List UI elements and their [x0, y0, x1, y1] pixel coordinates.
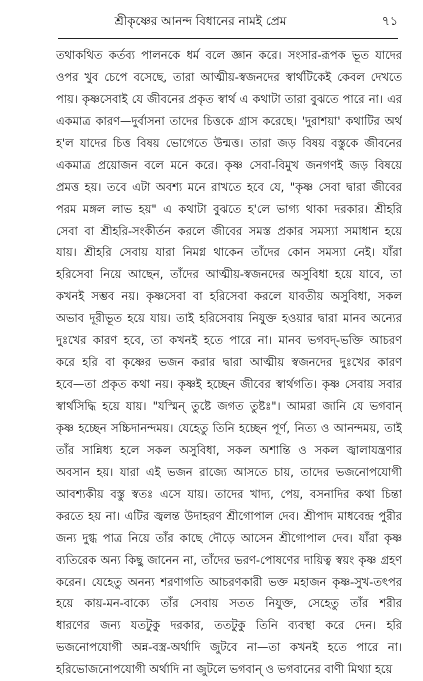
text-line: সেবা বা শ্রীহরি-সংকীর্তন করলে জীবের সমস্ত প্রকার সমস্যা সমাধান হয়ে [56, 223, 402, 238]
text-line: প্রমত্ত হয়। তবে এটা অবশ্য মনে রাখতে হবে যে, "কৃষ্ণ সেবা দ্বারা জীবের [56, 179, 402, 194]
text-line: তথাকথিত কর্তব্য পালনকে ধর্ম বলে জ্ঞান করে। সংসার-রূপক ভূত যাদের [56, 48, 402, 62]
text-line: হবে—তা প্রকৃত কথা নয়। কৃষ্ণই হচ্ছেন জীবের স্বার্থগতি। কৃষ্ণ সেবায় সবার [56, 377, 402, 392]
text-line: দুঃখের কারণ হবে, তা কখনই হতে পারে না। মানব ভগবদ্-ভক্তি আচরণ [56, 333, 402, 348]
text-line: যায়। শ্রীহরি সেবায় যারা নিমগ্ন থাকেন তাঁদের কোন সমস্যা নেই। যাঁরা [56, 245, 402, 260]
page-number: ৭১ [381, 13, 398, 28]
text-line: একমাত্র প্রয়োজন বলে মনে করে। কৃষ্ণ সেবা-বিমুখ জনগণই জড় বিষয়ে [56, 157, 402, 172]
text-line: হরিভোজনোপযোগী অর্থাদি না জুটলে ভগবান্ ও ভগবানের বাণী মিথ্যা হয়ে [56, 662, 393, 677]
text-line: ব্যতিরেক অন্য কিছু জানেন না, তাঁদের ভরণ-পোষণের দায়িত্ব স্বয়ং কৃষ্ণ গ্রহণ [56, 552, 402, 567]
body-text [56, 45, 402, 681]
text-line: তাঁর সান্নিধ্য হলে সকল অসুবিধা, সকল অশান্তি ও সকল জ্বালাযন্ত্রণার [56, 442, 402, 457]
page-header [58, 12, 398, 34]
text-line: করেন। যেহেতু অনন্য শরণাগতি আচরণকারী ভক্ত মহাজন কৃষ্ণ-সুখ-তৎপর [56, 574, 402, 589]
text-line: কখনই সম্ভব নয়। কৃষ্ণসেবা বা হরিসেবা করলে যাবতীয় অসুবিধা, সকল [56, 289, 402, 304]
text-line: কৃষ্ণ হচ্ছেন সচ্চিদানন্দময়। যেহেতু তিনি হচ্ছেন পূর্ণ, নিত্য ও আনন্দময়, তাই [56, 420, 402, 435]
text-line: ধারণের জন্য যতটুকু দরকার, ততটুকু তিনি ব্যবস্থা করে দেন। হরি [56, 618, 402, 633]
text-line: হয়ে কায়-মন-বাক্যে তাঁর সেবায় সতত নিযুক্ত, সেহেতু তাঁর শরীর [56, 596, 402, 611]
text-line: করে হরি বা কৃষ্ণের ভজন করার দ্বারা আত্মীয় স্বজনদের দুঃখের কারণ [56, 355, 402, 370]
text-line: হ'ল যাদের চিত্ত বিষয় ভোগেতে উন্মত্ত। তারা জড় বিষয় বস্তুকে জীবনের [56, 135, 402, 150]
text-line: ওপর খুব চেপে বসেছে, তারা আত্মীয়-স্বজনদের স্বার্থটিকেই কেবল দেখতে [56, 69, 402, 84]
text-line: জন্য দুগ্ধ পাত্র নিয়ে তাঁর কাছে দৌড়ে আসেন শ্রীগোপাল দেব। যাঁরা কৃষ্ণ [56, 530, 402, 545]
text-line: পায়। কৃষ্ণসেবাই যে জীবনের প্রকৃত স্বার্থ এ কথাটা তারা বুঝতে পারে না। এর [56, 91, 402, 106]
text-line: করতে হয় না। এটির জ্বলন্ত উদাহরণ শ্রীগোপাল দেব। শ্রীপাদ মাধবেন্দ্র পুরীর [56, 508, 402, 523]
text-line: স্বার্থসিদ্ধি হয়ে যায়। "যস্মিন্ তুষ্টে জগত তুষ্টঃ"। আমরা জানি যে ভগবান্ [56, 399, 402, 413]
text-line: ভজনোপযোগী অন্ন-বস্ত্র-অর্থাদি জুটবে না—তা কখনই হতে পারে না। [56, 640, 402, 655]
header-divider [58, 38, 398, 39]
running-title: শ্রীকৃষ্ণের আনন্দ বিধানের নামই প্রেম [114, 14, 287, 28]
text-line: অভাব দূরীভূত হয়ে যায়। তাই হরিসেবায় নিযুক্ত হওয়ার দ্বারা মানব অন্যের [56, 311, 402, 326]
text-line: হরিসেবা নিয়ে আছেন, তাঁদের আত্মীয়-স্বজনদের অসুবিধা হয়ে যাবে, তা [56, 267, 402, 282]
text-line: অবসান হয়। যারা এই ভজন রাজ্যে আসতে চায়, তাদের ভজনোপযোগী [56, 464, 402, 479]
text-line: পরম মঙ্গল লাভ হয়" এ কথাটা বুঝতে হ'লে ভাগ্য থাকা দরকার। শ্রীহরি [56, 201, 402, 216]
text-line: আবশ্যকীয় বস্তু স্বতঃ এসে যায়। তাদের খাদ্য, পেয়, বসনাদির কথা চিন্তা [56, 486, 402, 501]
text-line: একমাত্র কারণ—দুর্বাসনা তাদের চিত্তকে গ্রাস করেছে। 'দুরাশয়া' কথাটির অর্থ [56, 113, 402, 128]
